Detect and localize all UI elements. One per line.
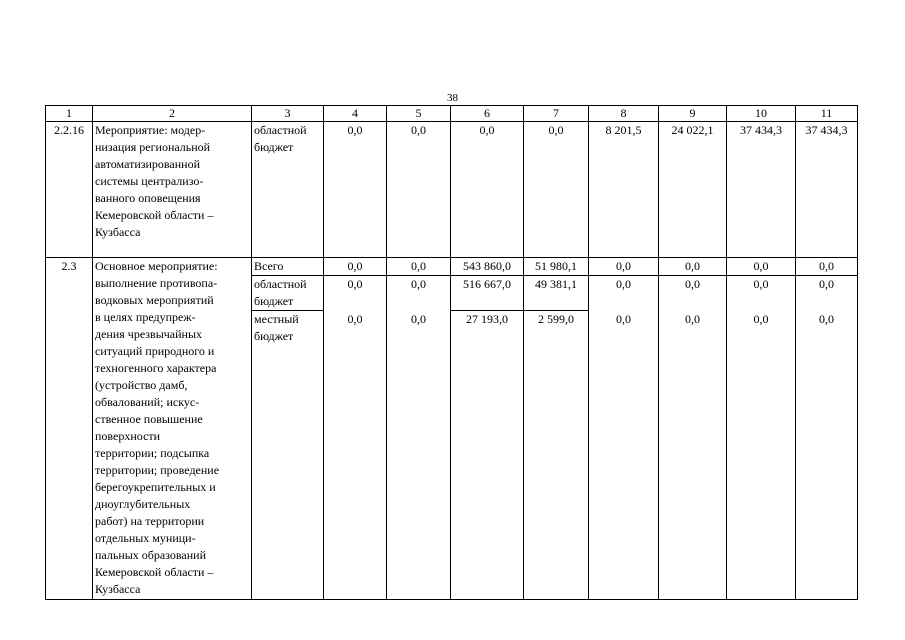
value-cell: 0,0	[324, 122, 387, 258]
source-line: бюджет	[254, 140, 294, 154]
description-line: в целях предупреж-	[95, 310, 196, 324]
description-line: ственное повышение	[95, 412, 203, 426]
description-line: поверхности	[95, 429, 161, 443]
description-line: ситуаций природного и	[95, 344, 215, 358]
description-line: Кузбасса	[95, 582, 141, 596]
header-cell: 7	[524, 106, 589, 122]
description-line: выполнение противопа-	[95, 276, 218, 290]
header-cell: 9	[659, 106, 727, 122]
value-cell: 0,0	[387, 311, 451, 600]
description-line: Кузбасса	[95, 225, 141, 239]
value-cell: 0,0	[659, 258, 727, 276]
row-description	[93, 258, 252, 600]
header-cell: 5	[387, 106, 451, 122]
budget-table	[45, 105, 858, 600]
description-line: отдельных муници-	[95, 531, 196, 545]
value-cell: 0,0	[524, 122, 589, 258]
description-line: обвалований; искус-	[95, 395, 200, 409]
value-cell: 0,0	[589, 276, 659, 311]
header-cell: 8	[589, 106, 659, 122]
value-cell: 543 860,0	[451, 258, 524, 276]
funding-source	[252, 276, 324, 311]
header-cell: 4	[324, 106, 387, 122]
value-cell: 8 201,5	[589, 122, 659, 258]
header-cell: 3	[252, 106, 324, 122]
value-cell: 0,0	[727, 311, 796, 600]
value-cell: 0,0	[796, 311, 858, 600]
description-line: Мероприятие: модер-	[95, 123, 206, 137]
value-cell: 0,0	[324, 276, 387, 311]
description-line: Кемеровской области –	[95, 208, 214, 222]
header-cell: 6	[451, 106, 524, 122]
description-line: территории; проведение	[95, 463, 220, 477]
value-cell: 0,0	[324, 311, 387, 600]
funding-source	[252, 122, 324, 258]
description-line: Основное мероприятие:	[95, 259, 218, 273]
value-cell: 0,0	[796, 276, 858, 311]
value-cell: 24 022,1	[659, 122, 727, 258]
value-cell: 0,0	[387, 258, 451, 276]
description-line: работ) на территории	[95, 514, 205, 528]
page-number: 38	[447, 92, 458, 104]
value-cell: 0,0	[387, 276, 451, 311]
description-line: (устройство дамб,	[95, 378, 188, 392]
description-line: низация региональной	[95, 140, 211, 154]
source-line: бюджет	[254, 329, 294, 343]
description-line: дения чрезвычайных	[95, 327, 203, 341]
header-row	[46, 106, 858, 122]
row-code: 2.2.16	[46, 122, 93, 258]
value-cell: 0,0	[589, 311, 659, 600]
value-cell: 0,0	[796, 258, 858, 276]
description-line: техногенного характера	[95, 361, 217, 375]
header-cell: 11	[796, 106, 858, 122]
header-cell: 1	[46, 106, 93, 122]
value-cell: 49 381,1	[524, 276, 589, 311]
value-cell: 2 599,0	[524, 311, 589, 600]
header-cell: 10	[727, 106, 796, 122]
source-line: областной	[254, 123, 307, 137]
value-cell: 0,0	[727, 276, 796, 311]
value-cell: 0,0	[451, 122, 524, 258]
source-line: областной	[254, 277, 307, 291]
row-description	[93, 122, 252, 258]
header-cell: 2	[93, 106, 252, 122]
row-code: 2.3	[46, 258, 93, 600]
value-cell: 0,0	[589, 258, 659, 276]
source-line: местный	[254, 312, 299, 326]
description-line: автоматизированной	[95, 157, 201, 171]
value-cell: 0,0	[387, 122, 451, 258]
description-line: водковых мероприятий	[95, 293, 214, 307]
source-line: Всего	[254, 259, 284, 273]
source-line: бюджет	[254, 294, 294, 308]
table-row	[46, 258, 858, 276]
value-cell: 37 434,3	[727, 122, 796, 258]
value-cell: 27 193,0	[451, 311, 524, 600]
value-cell: 37 434,3	[796, 122, 858, 258]
value-cell: 516 667,0	[451, 276, 524, 311]
description-line: системы централизо-	[95, 174, 204, 188]
funding-source	[252, 258, 324, 276]
description-line: дноуглубительных	[95, 497, 191, 511]
description-line: территории; подсыпка	[95, 446, 210, 460]
value-cell: 51 980,1	[524, 258, 589, 276]
value-cell: 0,0	[727, 258, 796, 276]
description-line: берегоукрепительных и	[95, 480, 216, 494]
value-cell: 0,0	[659, 276, 727, 311]
table-row	[46, 122, 858, 258]
description-line: ванного оповещения	[95, 191, 201, 205]
description-line: пальных образований	[95, 548, 206, 562]
value-cell: 0,0	[324, 258, 387, 276]
description-line: Кемеровской области –	[95, 565, 214, 579]
funding-source	[252, 311, 324, 600]
value-cell: 0,0	[659, 311, 727, 600]
